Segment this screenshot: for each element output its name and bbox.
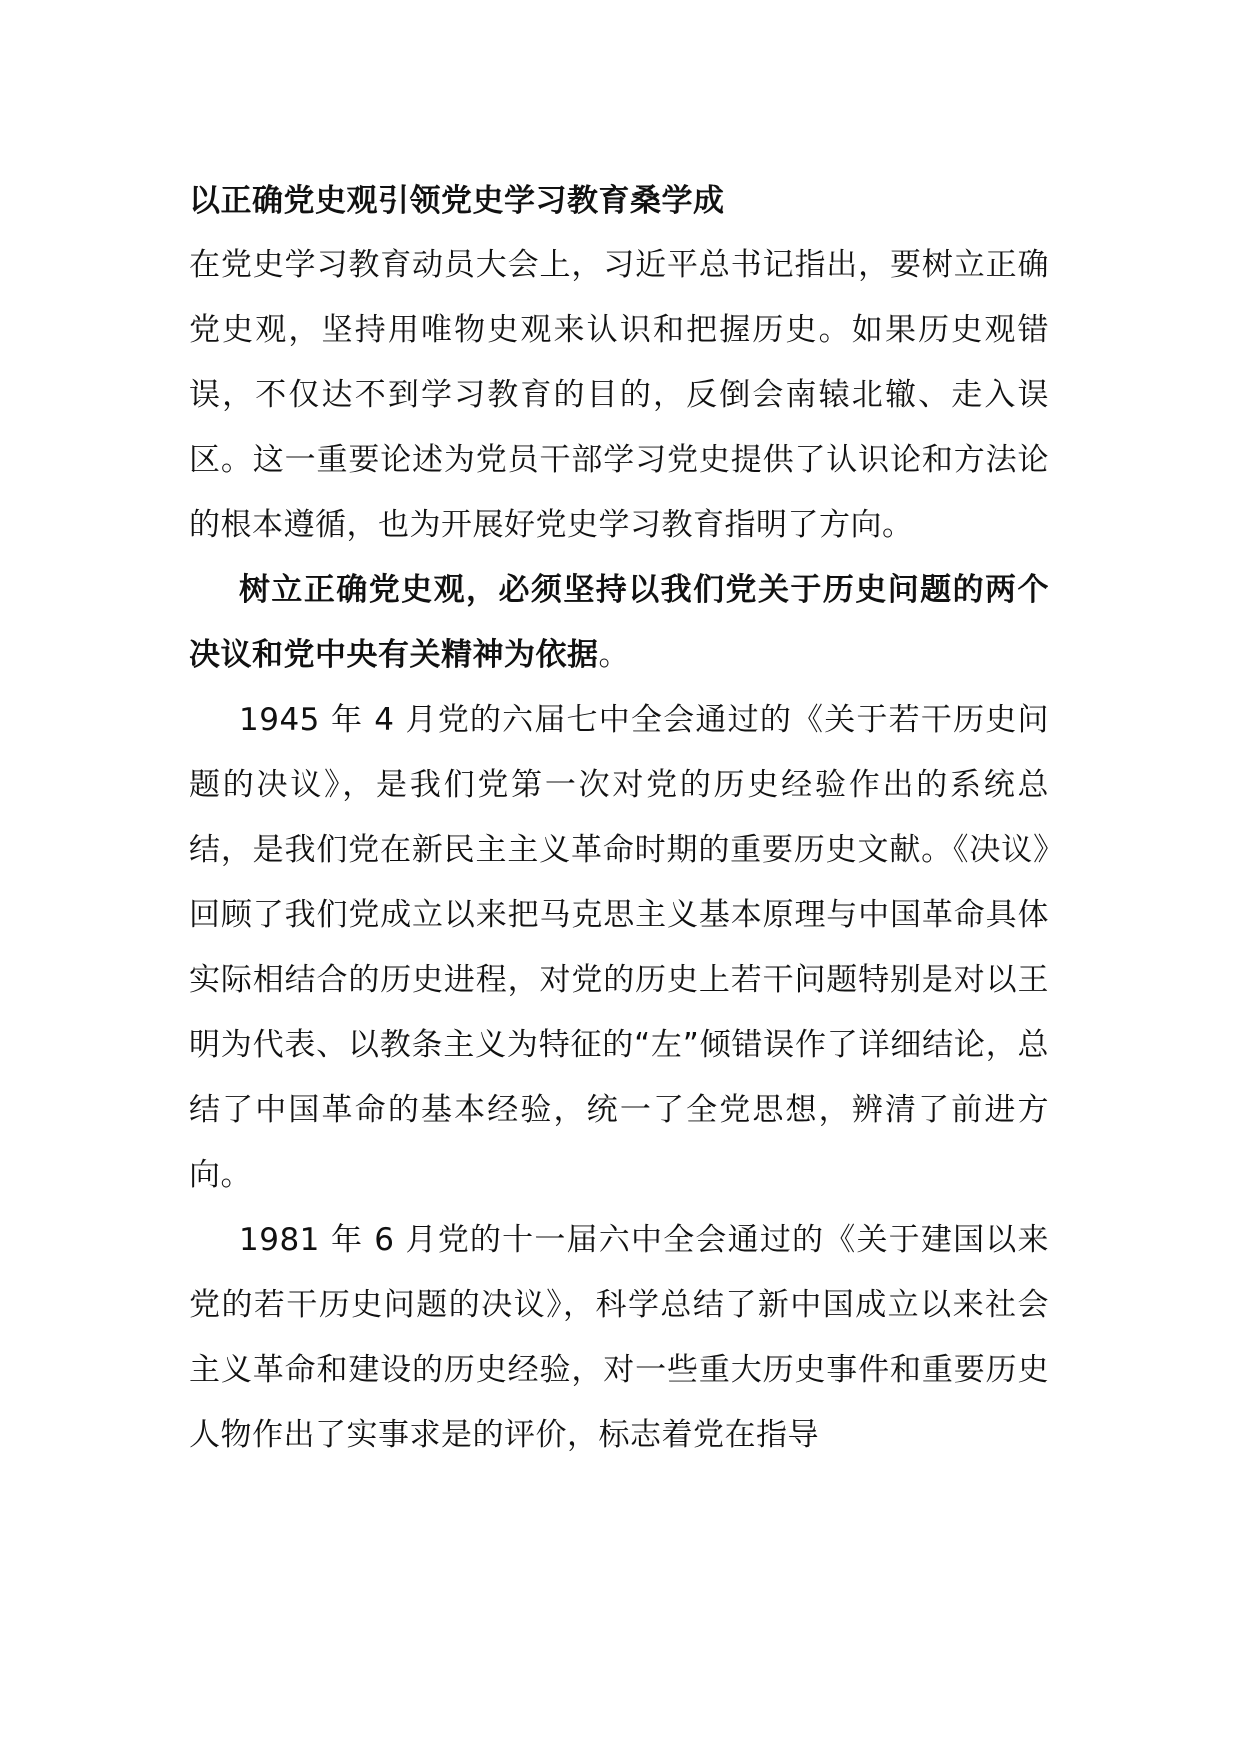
- paragraph-thesis: [189, 558, 1049, 688]
- paragraph-1981-resolution: 1981 年 6 月党的十一届六中全会通过的《关于建国以来党的若干历史问题的决议》，科学总结了新中国成立以来社会主义革命和建设的历史经验，对一些重大历史事件和重要历史人物作出了实事求是的评价，标志着党在指导: [189, 1222, 1049, 1453]
- thesis-tail-text: 。: [598, 637, 630, 673]
- paragraph-intro: 在党史学习教育动员大会上，习近平总书记指出，要树立正确党史观，坚持用唯物史观来认识和把握历史。如果历史观错误，不仅达不到学习教育的目的，反倒会南辕北辙、走入误区。这一重要论述为党员干部学习党史提供了认识论和方法论的根本遵循，也为开展好党史学习教育指明了方向。: [189, 247, 1049, 543]
- document-body: [189, 170, 1049, 1468]
- document-title: 以正确党史观引领党史学习教育桑学成: [189, 183, 725, 219]
- paragraph-1945-resolution: 1945 年 4 月党的六届七中全会通过的《关于若干历史问题的决议》，是我们党第一次对党的历史经验作出的系统总结，是我们党在新民主主义革命时期的重要历史文献。《决议》回顾了我们党成立以来把马克思主义基本原理与中国革命具体实际相结合的历史进程，对党的历史上若干问题特别是对以王明为代表、以教条主义为特征的“左”倾错误作了详细结论，总结了中国革命的基本经验，统一了全党思想，辨清了前进方向。: [189, 702, 1049, 1193]
- thesis-bold-text: 树立正确党史观，必须坚持以我们党关于历史问题的两个决议和党中央有关精神为依据: [189, 572, 1049, 673]
